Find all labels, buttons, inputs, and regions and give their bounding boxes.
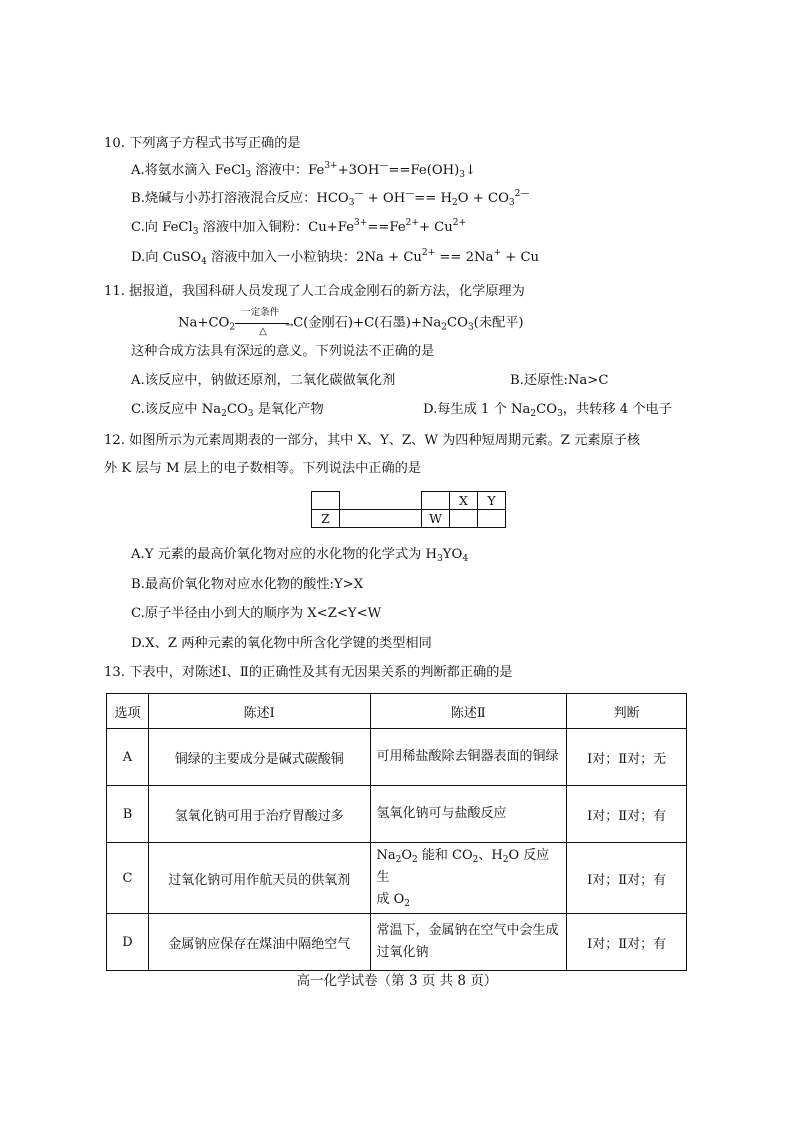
row-statement-1: 氢氧化钠可用于治疗胃酸过多 (148, 786, 370, 843)
q10-stem: 10. 下列离子方程式书写正确的是 (104, 136, 301, 151)
header-statement-2: 陈述Ⅱ (370, 694, 567, 729)
table-row (107, 729, 687, 786)
row-statement-2: 氢氧化钠可与盐酸反应 (370, 786, 567, 843)
q12-option-b: B.最高价氧化物对应水化物的酸性:Y>X (131, 577, 364, 592)
header-statement-1: 陈述Ⅰ (148, 694, 370, 729)
row-option: A (107, 729, 149, 786)
header-option: 选项 (107, 694, 149, 729)
q11-option-a: A.该反应中，钠做还原剂，二氧化碳做氧化剂 (131, 373, 396, 388)
table-row (107, 914, 687, 971)
q10-option-d: D.向 CuSO$_4$ 溶液中加入一小粒钠块：$2Na + Cu^{2+} == 2Na^+ + Cu$ (131, 248, 540, 267)
q13-table (106, 693, 687, 971)
q12-option-a: A.Y 元素的最高价氧化物对应的水化物的化学式为 $H_3YO_4$ (131, 547, 469, 564)
q11-stem: 11. 据报道，我国科研人员发现了人工合成金刚石的新方法，化学原理为 (104, 284, 525, 299)
pt-cell-empty (450, 510, 478, 528)
table-row (107, 786, 687, 843)
periodic-table-fragment (311, 491, 506, 528)
row-statement-1: 铜绿的主要成分是碱式碳酸铜 (148, 729, 370, 786)
q11-equation: $Na+CO_2$ 一定条件 → △ C(金刚石)+C(石墨)$+Na_2CO_3$(未配平) (178, 307, 524, 337)
q12-option-d: D.X、Z 两种元素的氧化物中所含化学键的类型相同 (131, 636, 432, 651)
q11-option-d: D.每生成 1 个 $Na_2CO_3$，共转移 4 个电子 (423, 402, 672, 419)
q12-stem-line2: 外 K 层与 M 层上的电子数相等。下列说法中正确的是 (104, 461, 422, 476)
pt-cell-w: W (422, 510, 450, 528)
row-option: D (107, 914, 149, 971)
row-statement-1: 过氧化钠可用作航天员的供氧剂 (148, 843, 370, 914)
row-judgement: Ⅰ对；Ⅱ对；有 (567, 914, 687, 971)
row-statement-2: 常温下，金属钠在空气中会生成过氧化钠 (370, 914, 567, 971)
q12-option-c: C.原子半径由小到大的顺序为 X<Z<Y<W (131, 606, 382, 621)
page-footer: 高一化学试卷（第 3 页 共 8 页） (296, 973, 498, 989)
table-row (107, 843, 687, 914)
row-option: C (107, 843, 149, 914)
q11-option-b: B.还原性:Na>C (510, 373, 609, 388)
table-header-row (107, 694, 687, 729)
q10-option-a: A.将氨水滴入 FeCl$_3$ 溶液中：$Fe^{3+}+3OH^—==Fe(OH)_3↓$ (131, 161, 477, 180)
row-judgement: Ⅰ对；Ⅱ对；无 (567, 729, 687, 786)
row-option: B (107, 786, 149, 843)
q11-line2: 这种合成方法具有深远的意义。下列说法不正确的是 (131, 344, 435, 359)
row-judgement: Ⅰ对；Ⅱ对；有 (567, 786, 687, 843)
pt-cell-empty (422, 492, 450, 510)
pt-cell-x: X (450, 492, 478, 510)
q10-option-c: C.向 FeCl$_3$ 溶液中加入铜粉：$Cu+Fe^{3+}==Fe^{2+}+ Cu^{2+}$ (131, 218, 467, 237)
pt-cell-z: Z (312, 510, 340, 528)
q10-option-b: B.烧碱与小苏打溶液混合反应：$HCO_3^— + OH^—== H_2O + CO_3^{2—}$ (131, 189, 530, 208)
row-statement-2: 可用稀盐酸除去铜器表面的铜绿 (370, 729, 567, 786)
header-judgement: 判断 (567, 694, 687, 729)
q11-option-c: C.该反应中 $Na_2CO_3$ 是氧化产物 (131, 402, 324, 419)
row-statement-1: 金属钠应保存在煤油中隔绝空气 (148, 914, 370, 971)
pt-cell-y: Y (478, 492, 506, 510)
q13-stem: 13. 下表中，对陈述Ⅰ、Ⅱ的正确性及其有无因果关系的判断都正确的是 (104, 665, 513, 680)
pt-cell-empty (312, 492, 340, 510)
pt-cell-empty (478, 510, 506, 528)
reaction-arrow: 一定条件 → △ (235, 315, 293, 331)
row-statement-2: $Na_2O_2$ 能和 $CO_2$、$H_2O$ 反应生 成 $O_2$ (370, 843, 567, 914)
row-judgement: Ⅰ对；Ⅱ对；有 (567, 843, 687, 914)
q12-stem-line1: 12. 如图所示为元素周期表的一部分，其中 X、Y、Z、W 为四种短周期元素。Z 元素原子核 (104, 433, 641, 448)
